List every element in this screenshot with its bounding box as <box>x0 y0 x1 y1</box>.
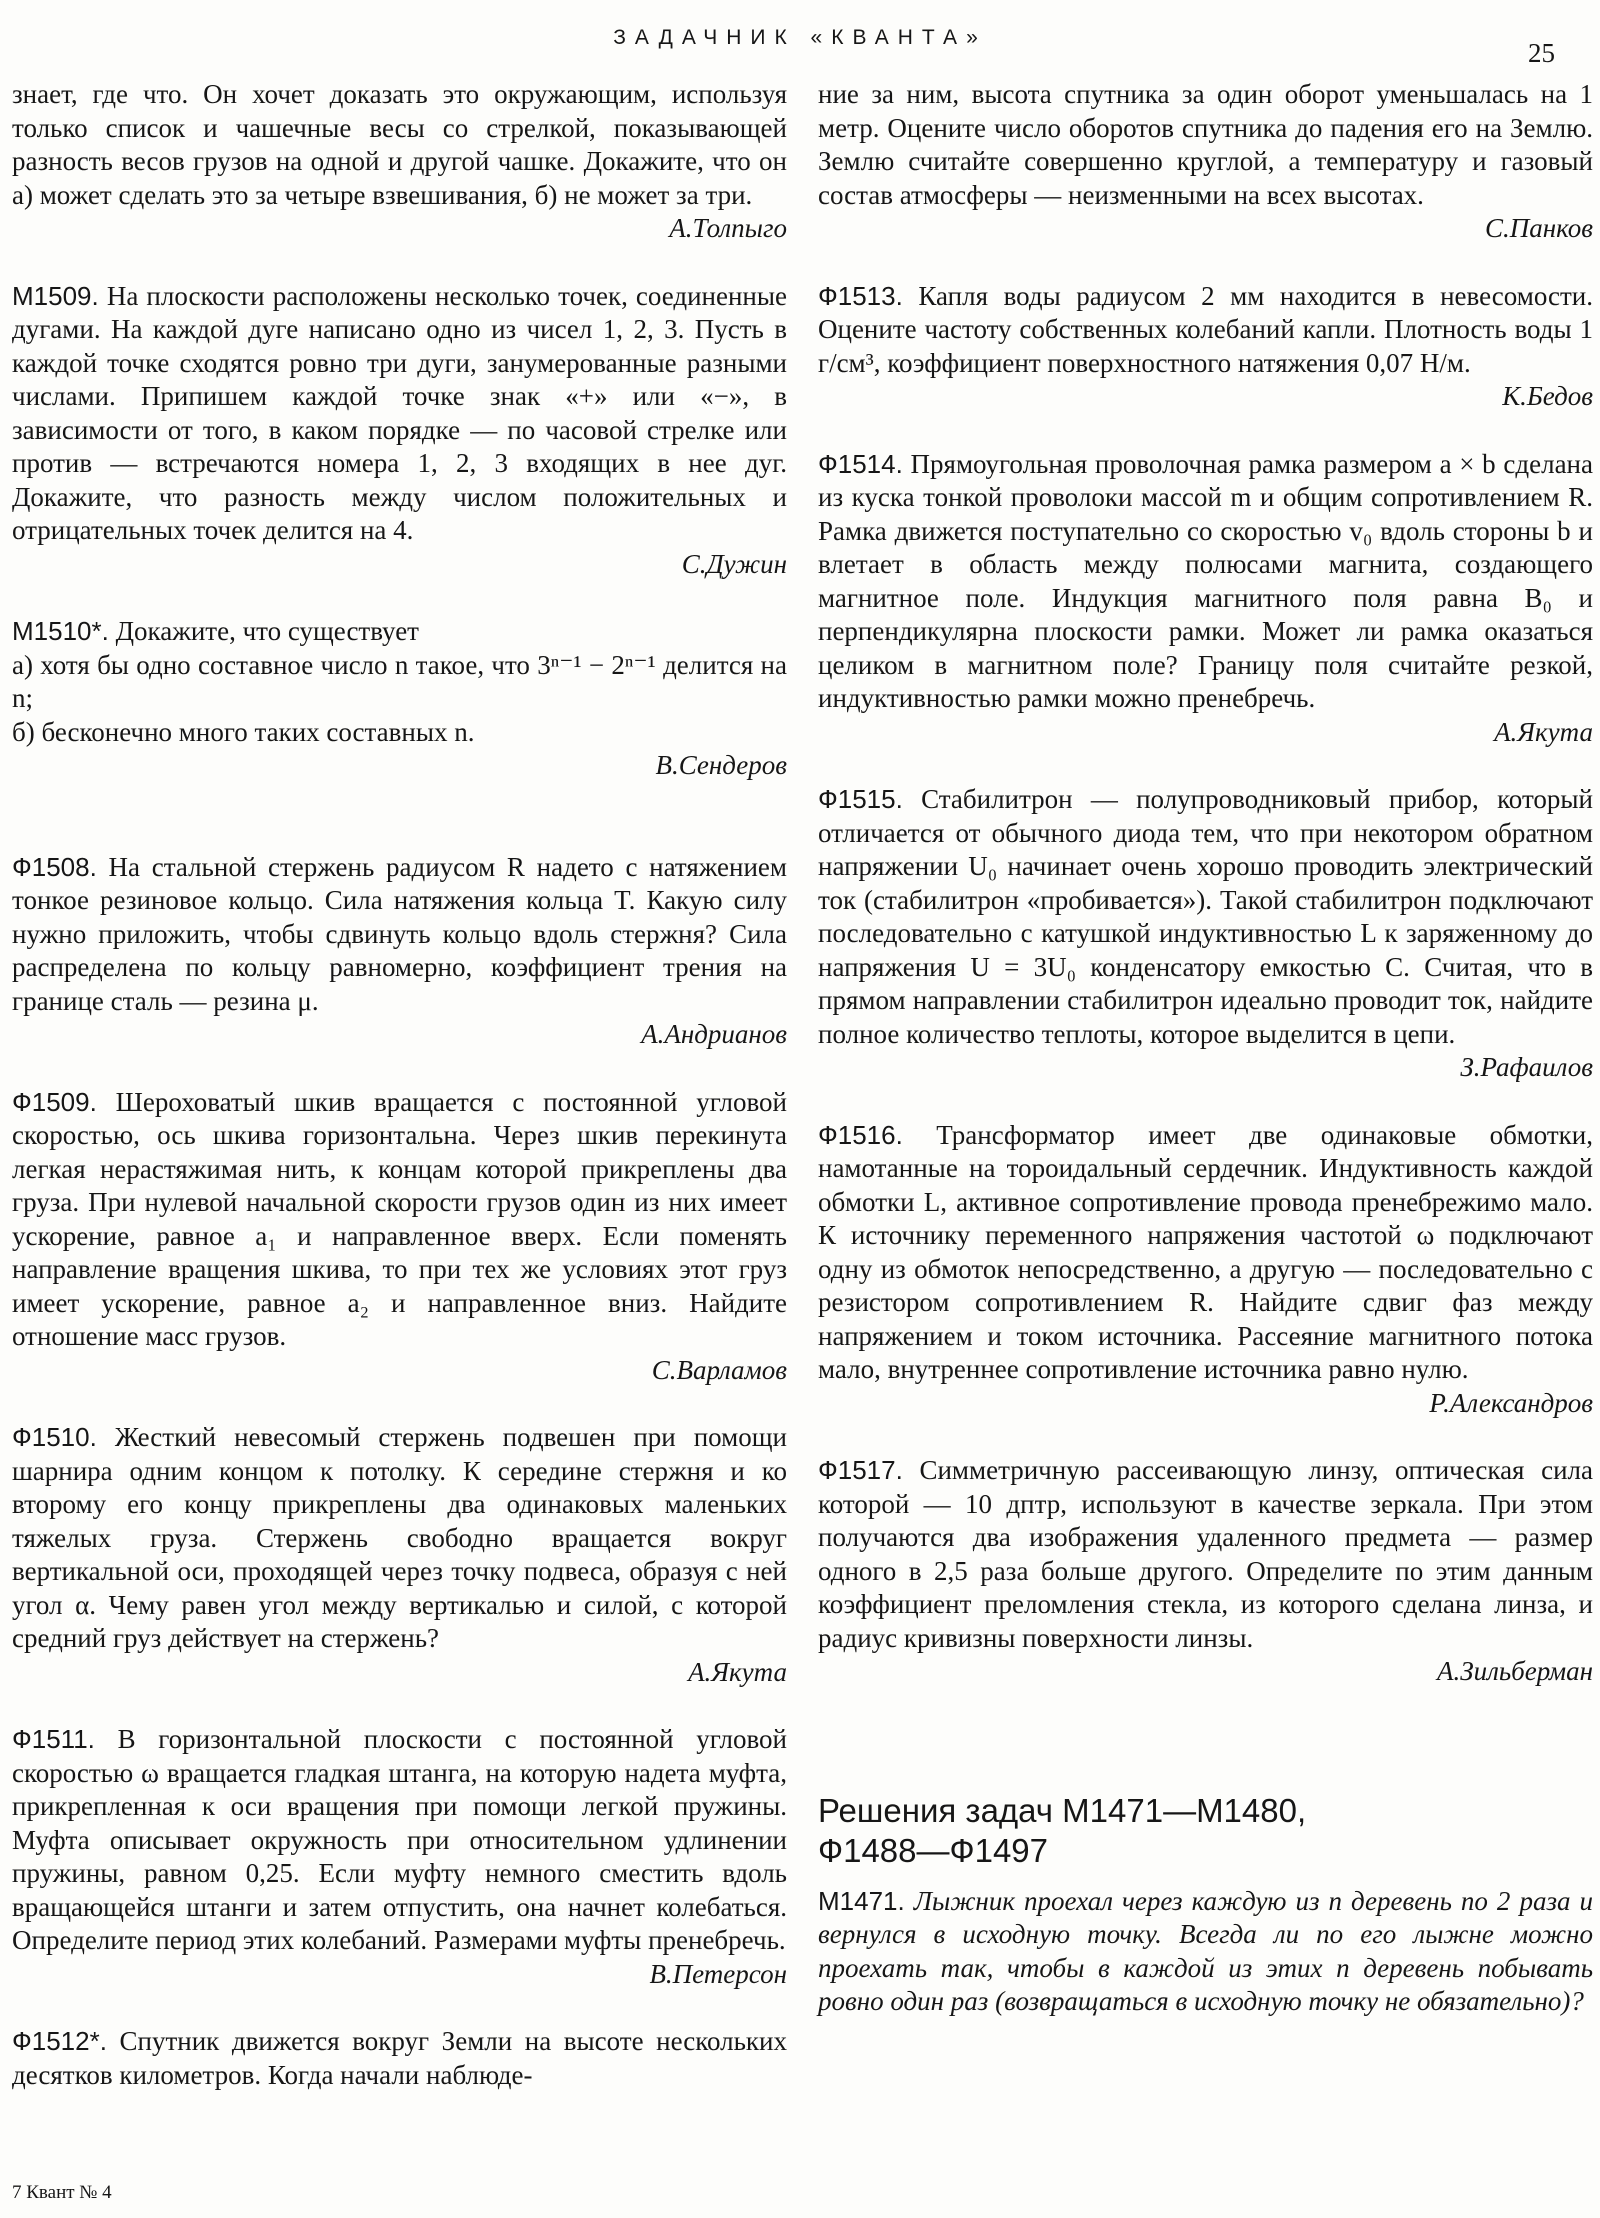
problem-author: С.Дужин <box>681 548 787 579</box>
problem-author: З.Рафаилов <box>1460 1052 1593 1082</box>
problem-f1513 <box>818 280 1593 414</box>
problem-author: А.Андрианов <box>641 1019 787 1049</box>
page-number: 25 <box>1528 38 1555 68</box>
problem-id: Ф1516. <box>818 1119 903 1150</box>
problem-author: А.Зильберман <box>1436 1656 1593 1686</box>
problem-f1516 <box>818 1119 1593 1421</box>
problem-text: В горизонтальной плоскости с постоянной угловой скоростью ω вращается гладкая штанга, на которую надета муфта, прикрепленная к оси вращения при помощи легкой пружины. Муфта описывает окружность при относительном удлинении пружины, равном 0,25. Если муфту немного сместить вдоль вращающейся штанги и затем отпустить, она начнет колебаться. Определите период этих колебаний. Размерами муфты пренебречь. <box>12 1724 787 1955</box>
problem-author: К.Бедов <box>1502 381 1593 411</box>
problem-text: ние за ним, высота спутника за один оборот уменьшалась на 1 метр. Оцените число оборотов спутника до падения его на Землю. Землю считайте совершенно круглой, а температуру и газовый состав атмосферы — неизменными на всех высотах. <box>818 79 1593 210</box>
problem-author: С.Варламов <box>651 1354 787 1385</box>
problem-text: Спутник движется вокруг Земли на высоте нескольких десятков километров. Когда начали наблюде- <box>12 2026 787 2090</box>
problem-id: Ф1510. <box>12 1422 97 1452</box>
problem-f1512 <box>12 2025 787 2092</box>
problem-f1515 <box>818 783 1593 1085</box>
problem-id: Ф1513. <box>818 280 903 311</box>
problem-text-line: б) бесконечно много таких составных n. <box>12 716 475 747</box>
problem-f1511 <box>12 1723 787 1991</box>
solutions-section <box>818 1791 1593 2019</box>
section-title-line1: Решения задач М1471—М1480, <box>818 1791 1307 1829</box>
problem-f1512-continuation <box>818 78 1593 246</box>
problem-text: Симметричную рассеивающую линзу, оптическая сила которой — 10 дптр, используют в качестве зеркала. При этом получаются два изображения удаленного предмета — размер одного в 2,5 раза больше другого. Определите по этим данным коэффициент преломления стекла, из которого сделана линза, и радиус кривизны поверхности линзы. <box>818 1455 1593 1653</box>
problem-f1510 <box>12 1421 787 1689</box>
problem-text-line: а) хотя бы одно составное число n такое, что 3ⁿ⁻¹ − 2ⁿ⁻¹ делится на n; <box>12 649 787 713</box>
problem-text: На стальной стержень радиусом R надето с натяжением тонкое резиновое кольцо. Сила натяжения кольца T. Какую силу нужно приложить, чтобы сдвинуть кольцо вдоль стержня? Сила распределена по кольцу равномерно, коэффициент трения на границе сталь — резина μ. <box>12 851 787 1016</box>
right-column <box>818 78 1593 2019</box>
page-footer-signature: 7 Квант № 4 <box>12 2182 112 2203</box>
problem-id: Ф1512*. <box>12 2026 107 2056</box>
problem-m1509 <box>12 280 787 582</box>
problem-m1510 <box>12 615 787 783</box>
problem-text: На плоскости расположены несколько точек, соединенные дугами. На каждой дуге написано одно из чисел 1, 2, 3. Пусть в каждой точке сходятся ровно три дуги, занумерованные разными числами. Припишем каждой точке знак «+» или «−», в зависимости от того, в каком порядке — по часовой стрелке или против — встречаются номера 1, 2, 3 входящих в нее дуг. Докажите, что разность между числом положительных и отрицательных точек делится на 4. <box>12 280 787 545</box>
running-head: ЗАДАЧНИК «КВАНТА» <box>613 26 987 49</box>
problem-f1514 <box>818 448 1593 750</box>
problem-author: А.Якута <box>688 1656 787 1687</box>
problem-text-line: Докажите, что существует <box>108 616 419 646</box>
problem-id: Ф1517. <box>818 1455 903 1485</box>
problem-intro-continuation <box>12 78 787 246</box>
problem-text-italic: Лыжник проехал через каждую из n деревень по 2 раза и вернулся в исходную точку. Всегда ли по его лыжне можно проехать так, чтобы в каждой из этих n деревень побывать ровно один раз (возвращаться в исходную точку не обязательно)? <box>818 1885 1593 2016</box>
problem-f1517 <box>818 1454 1593 1689</box>
problem-text: Жесткий невесомый стержень подвешен при помощи шарнира одним концом к потолку. К середине стержня и ко второму его концу прикреплены два одинаковых маленьких тяжелых груза. Стержень свободно вращается вокруг вертикальной оси, проходящей через точку подвеса, образуя с ней угол α. Чему равен угол между вертикалью и силой, с которой средний груз действует на стержень? <box>12 1422 787 1653</box>
problem-author: А.Якута <box>1494 716 1593 747</box>
problem-id: М1471. <box>818 1885 905 1916</box>
problem-id: Ф1508. <box>12 851 97 882</box>
problem-author: Р.Александров <box>1429 1387 1593 1418</box>
problem-text: Капля воды радиусом 2 мм находится в невесомости. Оцените частоту собственных колебаний капли. Плотность воды 1 г/см³, коэффициент поверхностного натяжения 0,07 Н/м. <box>818 280 1593 378</box>
left-column <box>12 78 787 2092</box>
problem-text: Шероховатый шкив вращается с постоянной угловой скоростью, ось шкива горизонтальна. Через шкив перекинута легкая нерастяжимая нить, к концам которой прикреплены два груза. При нулевой начальной скорости грузов один из них имеет ускорение, равное a₁ и направленное вверх. Если поменять направление вращения шкива, то при тех же условиях этот груз имеет ускорение, равное a₂ и направленное вниз. Найдите отношение масс грузов. <box>12 1086 787 1351</box>
problem-author: В.Петерсон <box>649 1958 787 1989</box>
problem-text: Трансформатор имеет две одинаковые обмотки, намотанные на тороидальный сердечник. Индуктивность каждой обмотки L, активное сопротивление провода пренебрежимо мало. К источнику переменного напряжения частотой ω подключают одну из обмоток непосредственно, а другую — последовательно с резистором сопротивлением R. Найдите сдвиг фаз между напряжением и током источника. Рассеяние магнитного потока мало, внутреннее сопротивление источника равно нулю. <box>818 1119 1593 1384</box>
problem-text: Прямоугольная проволочная рамка размером a × b сделана из куска тонкой проволоки массой m и общим сопротивлением R. Рамка движется поступательно со скоростью v₀ вдоль стороны b и влетает в область между полюсами магнита, создающего магнитное поле. Индукция магнитного поля равна B₀ и перпендикулярна плоскости рамки. Может ли рамка оказаться целиком в магнитном поле? Границу поля считайте резкой, индуктивностью рамки можно пренебречь. <box>818 448 1593 713</box>
problem-id: Ф1515. <box>818 784 903 814</box>
problem-id: Ф1511. <box>12 1724 95 1754</box>
problem-author: А.Толпыго <box>669 213 787 243</box>
problem-f1508 <box>12 851 787 1052</box>
problem-text: Стабилитрон — полупроводниковый прибор, который отличается от обычного диода тем, что при некотором обратном напряжении U₀ начинает очень хорошо проводить электрический ток (стабилитрон «пробивается»). Такой стабилитрон подключают последовательно с катушкой индуктивностью L к заряженному до напряжения U = 3U₀ конденсатору емкостью C. Считая, что в прямом направлении стабилитрон идеально проводит ток, найдите полное количество теплоты, которое выделится в цепи. <box>818 784 1593 1049</box>
problem-id: Ф1514. <box>818 448 903 479</box>
problem-author: С.Панков <box>1485 213 1593 243</box>
section-title-line2: Ф1488—Ф1497 <box>818 1831 1049 1869</box>
problem-f1509 <box>12 1086 787 1388</box>
problem-id: Ф1509. <box>12 1086 97 1117</box>
problem-text: знает, где что. Он хочет доказать это окружающим, используя только список и чашечные весы со стрелкой, показывающей разность весов грузов на одной и другой чашке. Докажите, что он а) может сделать это за четыре взвешивания, б) не может за три. <box>12 79 787 210</box>
problem-id: М1510*. <box>12 616 109 646</box>
problem-author: В.Сендеров <box>655 750 787 780</box>
problem-id: М1509. <box>12 280 99 311</box>
